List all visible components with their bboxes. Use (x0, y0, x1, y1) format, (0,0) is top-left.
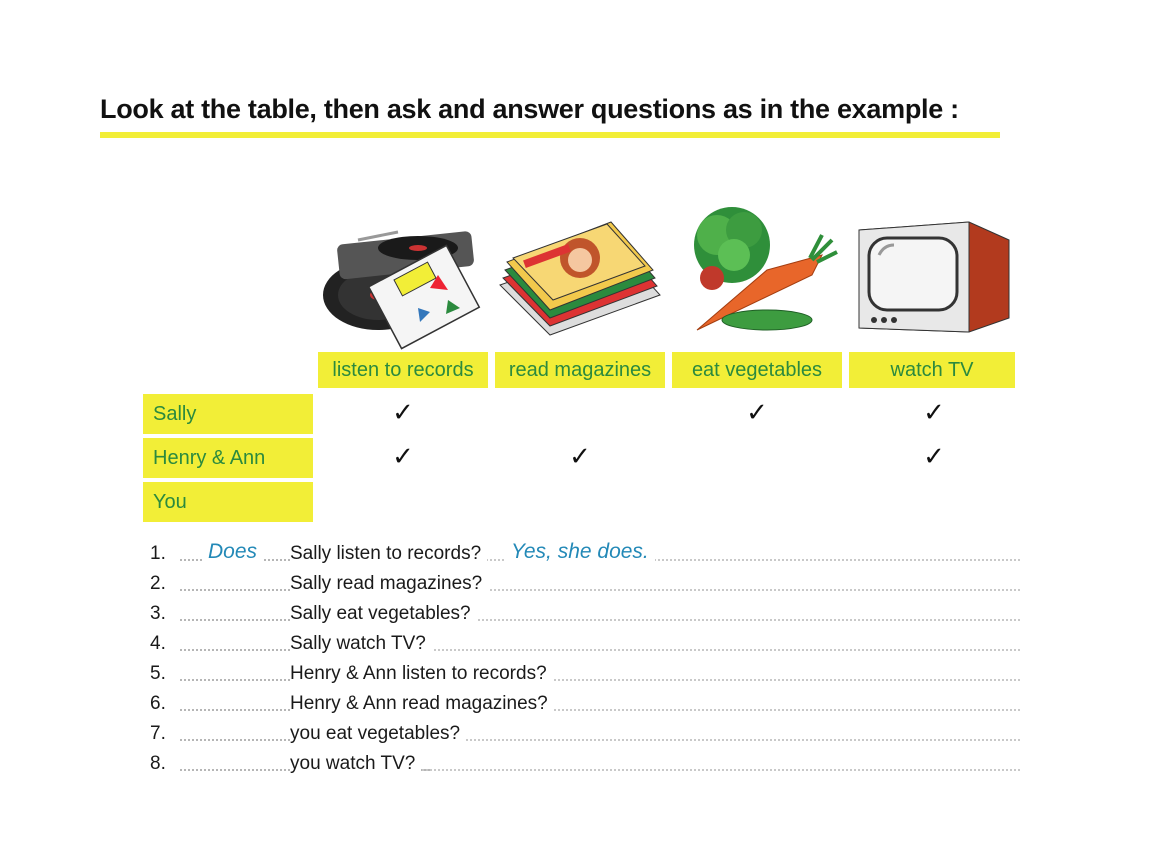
check-cell (849, 480, 1019, 520)
question-row (150, 750, 1020, 778)
question-number: 6. (150, 693, 166, 714)
col-header-eat: eat vegetables (672, 352, 842, 388)
check-cell (672, 480, 842, 520)
row-header-sally: Sally (143, 394, 313, 434)
question-number: 4. (150, 633, 166, 654)
question-number: 8. (150, 753, 166, 774)
check-cell: ✓ (923, 397, 945, 427)
question-row (150, 540, 1020, 568)
question-row (150, 600, 1020, 628)
col-header-watch: watch TV (849, 352, 1015, 388)
instruction-text: Look at the table, then ask and answer questions as in the example : (100, 94, 959, 124)
question-number: 1. (150, 543, 166, 564)
question-number: 3. (150, 603, 166, 624)
question-row (150, 570, 1020, 598)
col-header-listen: listen to records (318, 352, 488, 388)
question-text: you eat vegetables? (290, 720, 466, 748)
question-number: 2. (150, 573, 166, 594)
check-cell: ✓ (746, 397, 768, 427)
col-header-read: read magazines (495, 352, 665, 388)
question-row (150, 720, 1020, 748)
question-text: Sally eat vegetables? (290, 600, 477, 628)
tv-icon (849, 200, 1019, 350)
question-row (150, 660, 1020, 688)
question-row (150, 630, 1020, 658)
check-cell (318, 480, 488, 520)
check-cell (672, 436, 842, 476)
instruction-heading (100, 92, 1000, 138)
magazines-icon (495, 200, 665, 350)
question-text: you watch TV? (290, 750, 421, 778)
question-number: 5. (150, 663, 166, 684)
check-cell: ✓ (392, 441, 414, 471)
question-row (150, 690, 1020, 718)
row-header-you: You (143, 482, 313, 522)
example-answer: Yes, she does. (505, 538, 655, 566)
blank-answer: Does (202, 538, 263, 566)
question-number: 7. (150, 723, 166, 744)
question-text: Henry & Ann read magazines? (290, 690, 554, 718)
check-cell: ✓ (923, 441, 945, 471)
row-header-henry-ann: Henry & Ann (143, 438, 313, 478)
question-text: Sally watch TV? (290, 630, 432, 658)
check-cell: ✓ (569, 441, 591, 471)
check-cell (495, 392, 665, 432)
check-cell (495, 480, 665, 520)
question-text: Sally read magazines? (290, 570, 488, 598)
check-cell: ✓ (392, 397, 414, 427)
record-player-icon (318, 200, 488, 350)
question-text: Sally listen to records? (290, 540, 487, 568)
question-text: Henry & Ann listen to records? (290, 660, 553, 688)
vegetables-icon (672, 200, 842, 350)
